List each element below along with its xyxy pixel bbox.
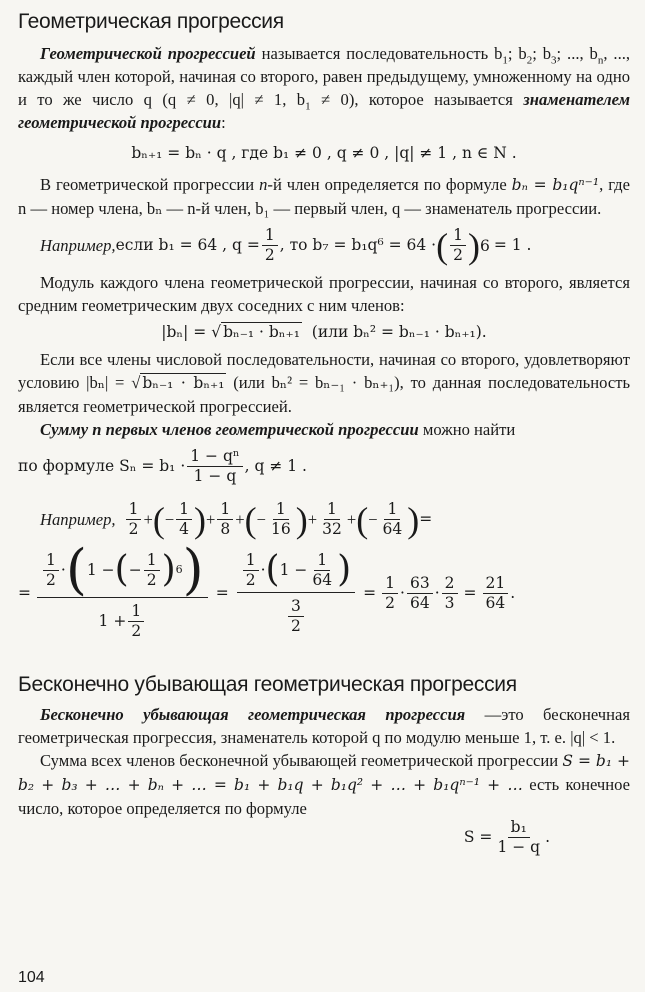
example-2: Например, 1 2 + ( − 1 4 ) + 1 8 + ( − 1 16 ) + 1 32 + ( − 1 64 ) = bbox=[40, 499, 433, 540]
modulus-formula: |bₙ| = √ bₙ₋₁ · bₙ₊₁ (или bₙ² = bₙ₋₁ · bₙ₊₁). bbox=[161, 323, 487, 341]
text: , где n — номер члена, bₙ — n-й член, b₁ — первый член, q — знаменатель прогрессии. bbox=[18, 175, 630, 218]
section-title-geometric: Геометрическая прогрессия bbox=[18, 10, 284, 33]
definition-term-ratio: знаменателем геометрической прогрессии bbox=[18, 90, 630, 132]
fraction: 1 2 · ( 1 − ( − 1 2 ) 6 ) 1 + $\frac{1}{2}$ bbox=[37, 545, 208, 641]
infinite-definition: Бесконечно убывающая геометрическая прогрессия —это бесконечная геометрическая прогрессия, знаменатель которой q по модулю меньше 1, т. е. |q| < 1. bbox=[18, 705, 630, 747]
example-text: если b₁ = 64 , q = bbox=[115, 236, 260, 254]
text: -й член определяется по формуле bbox=[267, 175, 512, 194]
nth-term-formula: bₙ = b₁qⁿ⁻¹ bbox=[511, 176, 600, 194]
example-result: = 1 . bbox=[493, 236, 532, 254]
definition-text: , ..., каждый член которой, начиная со второго, равен предыдущему, умноженному на одно и то же число q (q ≠ 0, |q| ≠ 1, b bbox=[18, 44, 631, 109]
infinite-sum-formula: S = $\frac{\text{b₁}}{1 - q}$ . bbox=[463, 818, 550, 856]
definition-term: Геометрической прогрессией bbox=[40, 44, 256, 63]
definition-text: ; ..., b bbox=[556, 44, 598, 63]
modulus-paragraph: Модуль каждого члена геометрической прогрессии, начиная со второго, является средним геометрическим двух соседних с ним членов: bbox=[18, 273, 630, 315]
example-text: , то b₇ = b₁q⁶ = 64 · bbox=[279, 236, 437, 254]
text: В геометрической прогрессии bbox=[40, 175, 260, 194]
fraction: $\frac{1}{2}$ bbox=[262, 226, 278, 265]
nth-term-paragraph bbox=[18, 173, 630, 220]
sum-paragraph: Сумму n первых членов геометрической прогрессии можно найти bbox=[40, 420, 516, 439]
definition-text: ; b bbox=[507, 44, 527, 63]
section-title-infinite: Бесконечно убывающая геометрическая прогрессия bbox=[18, 673, 517, 696]
example-1: Например, если b₁ = 64 , q = $\frac{1}{2}$ , то b₇ = b₁q⁶ = 64 · ( 1 2 ) 6 = 1 . bbox=[40, 225, 532, 266]
series-formula: S = b₁ + b₂ + b₃ + … + bₙ + … = b₁ + b₁q + b₁q² + … + b₁qⁿ⁻¹ + … bbox=[18, 752, 630, 794]
definition-paragraph: Геометрической прогрессией называется последовательность $b_1$; $b_2$; $b_3$; ..., $b_n$, ..., каждый член которой, начиная со второго, равен предыдущему, умноженному на одно и то же число q (q ≠ 0, |q| ≠ 1, $b_1 \ne 0$), которое называется знаменателем геометрической прогрессии: bbox=[18, 44, 631, 132]
converse-paragraph: Если все члены числовой последовательности, начиная со второго, удовлетворяют условию |bₙ| = √ bₙ₋₁ · bₙ₊₁ (или bₙ² = bₙ₋₁ · bₙ₊₁), то данная последовательность является геометрической прогрессией. bbox=[18, 350, 631, 416]
page-number: 104 bbox=[18, 969, 45, 986]
example-2-computation: = 1 2 · ( 1 − ( − 1 2 ) 6 ) 1 + $\frac{1}{2}$ = 1 2 · ( 1 − $\frac{1}{64}$ ) 3 2 = $\frac{1}{2}$ · 63 64 · $\frac{2}{3}$ = $\frac{21}{64}$ . bbox=[18, 538, 516, 640]
sum-term: Сумму n первых членов геометрической прогрессии bbox=[40, 420, 419, 439]
fraction: 1 2 · ( 1 − $\frac{1}{64}$ ) 3 2 bbox=[237, 551, 355, 636]
definition-text: ≠ 0), которое называется bbox=[310, 90, 524, 109]
definition-text: ; b bbox=[532, 44, 552, 63]
definition-term: Бесконечно убывающая геометрическая прогрессия bbox=[40, 705, 466, 724]
fraction: 1 − qⁿ 1 − q bbox=[187, 447, 242, 486]
definition-text: : bbox=[221, 113, 226, 132]
textbook-page bbox=[18, 8, 630, 863]
infinite-sum-paragraph: Сумма всех членов бесконечной убывающей геометрической прогрессии S = b₁ + b₂ + b₃ + … + bₙ + … = b₁ + b₁q + b₁q² + … + b₁qⁿ⁻¹ + … есть конечное число, которое определяется по формуле bbox=[18, 751, 630, 818]
definition-text: называется последовательность b bbox=[255, 44, 503, 63]
recurrence-formula: bₙ₊₁ = bₙ · q , где b₁ ≠ 0 , q ≠ 0 , |q| ≠ 1 , n ∈ N . bbox=[131, 144, 517, 162]
text: n bbox=[259, 175, 268, 194]
fraction: 1 2 bbox=[450, 226, 466, 265]
sum-formula: по формуле Sₙ = b₁ · 1 − qⁿ 1 − q , q ≠ 1 . bbox=[18, 447, 307, 485]
example-label: Например, bbox=[40, 236, 116, 255]
example-label: Например, bbox=[40, 510, 116, 529]
